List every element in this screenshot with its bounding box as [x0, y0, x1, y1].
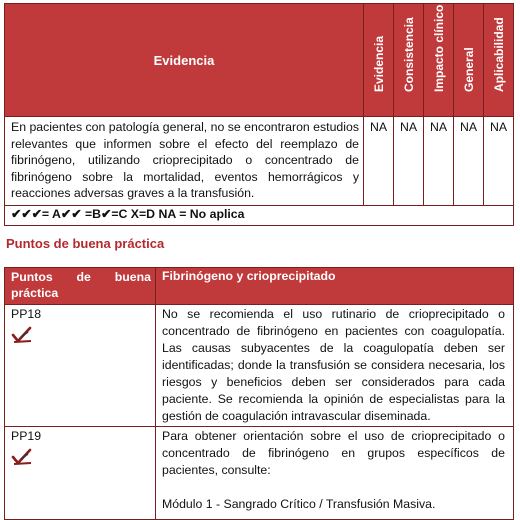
rating-evidencia: NA — [364, 117, 394, 206]
criterion-impacto-clinico: Impacto clínico — [424, 4, 454, 117]
practice-text: Para obtener orientación sobre el uso de crioprecipitado o concentrado de fibrinógeno en grupos específicos de pacientes, consulte: — [162, 429, 505, 477]
pen-check-icon — [11, 325, 33, 345]
rating-general: NA — [454, 117, 484, 206]
criterion-general: General — [454, 4, 484, 117]
good-practice-table — [4, 267, 514, 520]
rating-legend: ✔✔✔= A✔✔ =B✔=C X=D NA = No aplica — [5, 205, 514, 225]
rating-consistencia: NA — [394, 117, 424, 206]
practice-code: PP19 — [11, 429, 42, 443]
criterion-consistencia: Consistencia — [394, 4, 424, 117]
criterion-aplicabilidad: Aplicabilidad — [484, 4, 514, 117]
section-title: Puntos de buena práctica — [6, 236, 165, 251]
evidence-table — [4, 3, 514, 226]
evidence-statement: En pacientes con patología general, no se encontraron estudios relevantes que informen sobre el efecto del reemplazo de fibrinógeno, utilizando crioprecipitado o concentrado de fibrinógeno sobre la mortalidad, eventos hemorrágicos y reacciones adversas graves a la transfusión. — [5, 117, 364, 206]
table-row — [5, 305, 514, 427]
table-row — [5, 427, 514, 520]
module-reference: Módulo 1 - Sangrado Crítico / Transfusión Masiva. — [162, 497, 436, 511]
pen-check-icon — [11, 447, 33, 467]
practice-text: No se recomienda el uso rutinario de crioprecipitado o concentrado de fibrinógeno en pacientes con coagulopatía. Las causas subyacentes de la coagulopatía deben ser identificadas; donde la transfusión se considera necesaria, los riesgos y beneficios deben ser considerados para cada paciente. Se recomienda la opinión de especialistas para la gestión de coagulación intravascular diseminada. — [156, 305, 514, 427]
evidence-header-title: Evidencia — [5, 4, 364, 117]
rating-aplicabilidad: NA — [484, 117, 514, 206]
criterion-evidencia: Evidencia — [364, 4, 394, 117]
header-puntos-buena-practica: Puntos de buena práctica — [5, 268, 156, 305]
rating-impacto-clinico: NA — [424, 117, 454, 206]
practice-code: PP18 — [11, 307, 42, 321]
header-fibrinogeno: Fibrinógeno y crioprecipitado — [156, 268, 514, 305]
